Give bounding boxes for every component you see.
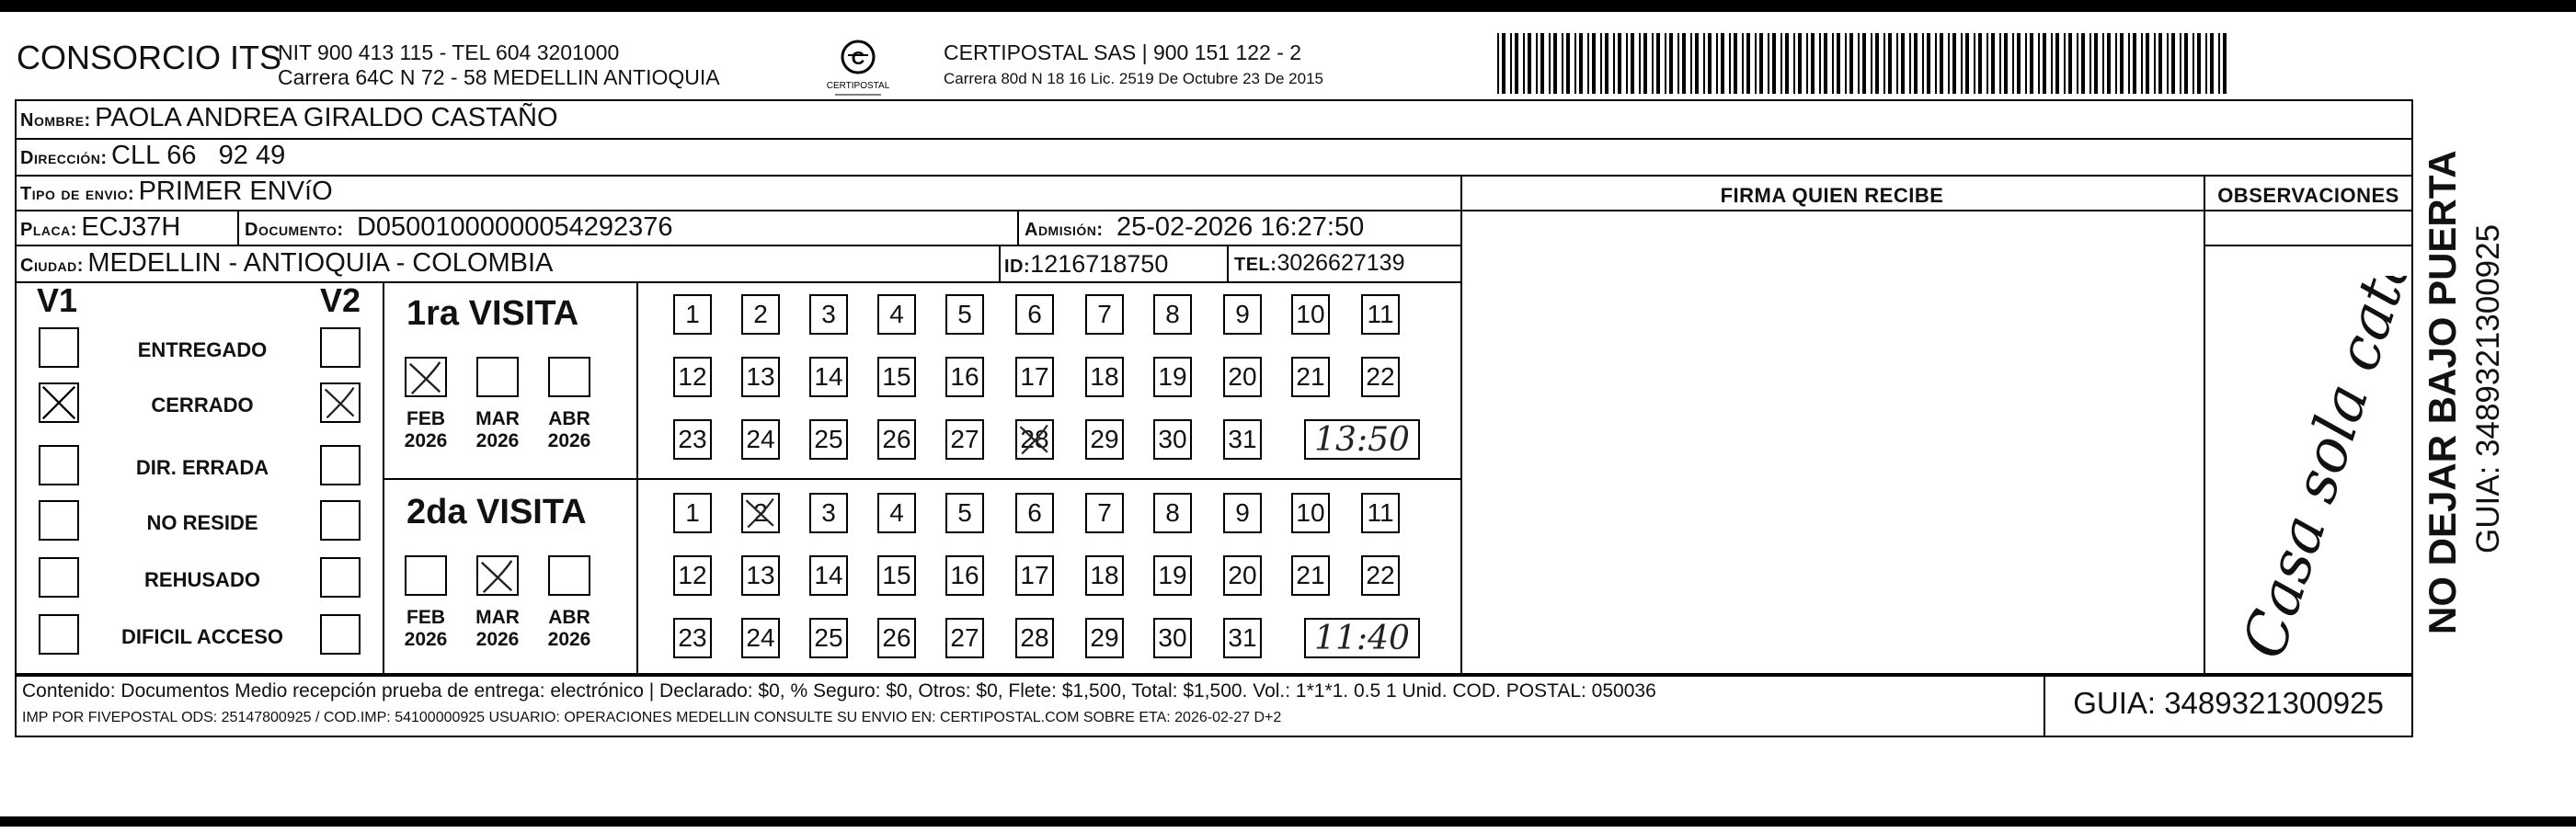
day-box[interactable]: 1 xyxy=(673,493,712,533)
v2-header: V2 xyxy=(320,281,361,319)
city-value: MEDELLIN - ANTIOQUIA - COLOMBIA xyxy=(87,248,554,278)
day-box[interactable]: 6 xyxy=(1015,294,1054,335)
day-box[interactable]: 27 xyxy=(945,618,984,658)
status-v2-checkbox[interactable] xyxy=(320,327,361,368)
month-name: ABR xyxy=(548,408,590,429)
day-box[interactable]: 9 xyxy=(1223,493,1262,533)
id-label: ID: xyxy=(1004,257,1031,277)
status-v1-checkbox[interactable] xyxy=(39,445,79,485)
day-box[interactable]: 20 xyxy=(1223,555,1262,596)
month-label xyxy=(468,607,527,651)
day-box[interactable]: 25 xyxy=(809,618,848,658)
month-name: FEB xyxy=(406,607,445,628)
day-box[interactable]: 30 xyxy=(1153,419,1192,460)
day-box[interactable]: 8 xyxy=(1153,493,1192,533)
month-checkbox[interactable] xyxy=(548,357,590,397)
company-name: CONSORCIO ITS xyxy=(17,39,282,76)
status-v2-checkbox[interactable] xyxy=(320,614,361,655)
document-cell xyxy=(245,212,672,243)
month-checkbox[interactable] xyxy=(405,555,447,596)
day-box[interactable]: 3 xyxy=(809,493,848,533)
day-box[interactable]: 21 xyxy=(1291,555,1330,596)
day-box[interactable]: 1 xyxy=(673,294,712,335)
footer-imp: IMP POR FIVEPOSTAL ODS: 25147800925 / COD.IMP: 54100000925 USUARIO: OPERACIONES MEDELLIN CONSULTE SU ENVIO EN: CERTIPOSTAL.COM SOBRE ETA: 2026-02-27 D+2 xyxy=(22,710,1282,725)
day-box[interactable]: 7 xyxy=(1085,294,1124,335)
tel-cell xyxy=(1234,250,1404,277)
id-value: 1216718750 xyxy=(1030,250,1169,278)
month-label xyxy=(540,408,599,452)
day-box[interactable]: 26 xyxy=(877,618,916,658)
month-name: ABR xyxy=(548,607,590,628)
month-label xyxy=(468,408,527,452)
day-box[interactable]: 25 xyxy=(809,419,848,460)
month-label xyxy=(396,408,455,452)
month-label xyxy=(396,607,455,651)
certipostal-logo xyxy=(819,37,898,101)
day-box[interactable]: 2 xyxy=(741,294,780,335)
day-box[interactable]: 16 xyxy=(945,555,984,596)
day-box[interactable]: 31 xyxy=(1223,618,1262,658)
observations-header: OBSERVACIONES xyxy=(2217,184,2399,207)
day-box[interactable]: 28 xyxy=(1015,618,1054,658)
day-box[interactable]: 10 xyxy=(1291,294,1330,335)
day-box[interactable]: 19 xyxy=(1153,357,1192,397)
day-box[interactable]: 18 xyxy=(1085,357,1124,397)
city-cell xyxy=(20,248,553,279)
day-box[interactable]: 23 xyxy=(673,419,712,460)
month-year: 2026 xyxy=(475,430,520,451)
month-year: 2026 xyxy=(404,430,448,451)
status-label: DIR. ERRADA xyxy=(135,456,269,479)
address-row xyxy=(20,141,285,171)
svg-text:C: C xyxy=(851,49,865,69)
side-guia: GUIA: 3489321300925 xyxy=(2470,223,2506,553)
day-box[interactable]: 4 xyxy=(877,294,916,335)
month-name: FEB xyxy=(406,408,445,429)
recipient-name: PAOLA ANDREA GIRALDO CASTAÑO xyxy=(95,103,558,132)
status-v2-checkbox[interactable] xyxy=(320,500,361,541)
status-v1-checkbox[interactable] xyxy=(39,557,79,598)
month-year: 2026 xyxy=(547,629,591,650)
day-box[interactable]: 12 xyxy=(673,357,712,397)
month-name: MAR xyxy=(475,408,520,429)
day-box[interactable]: 24 xyxy=(741,618,780,658)
city-label: Ciudad: xyxy=(20,256,84,276)
id-cell xyxy=(1004,250,1168,279)
day-box[interactable]: 18 xyxy=(1085,555,1124,596)
tel-label: TEL: xyxy=(1234,255,1277,275)
plate-value: ECJ37H xyxy=(81,212,181,242)
day-box[interactable]: 9 xyxy=(1223,294,1262,335)
month-checkbox[interactable] xyxy=(476,555,519,596)
day-box[interactable]: 5 xyxy=(945,493,984,533)
footer-content: Contenido: Documentos Medio recepción prueba de entrega: electrónico | Declarado: $0, % Seguro: $0, Otros: $0, Flete: $1,500, Total: $1,500. Vol.: 1*1*1. 0.5 1 Unid. COD. POSTAL: 050036 xyxy=(22,680,1656,702)
day-box[interactable]: 12 xyxy=(673,555,712,596)
document-value: D05001000000054292376 xyxy=(356,212,673,242)
recipient-address: CLL 66 92 49 xyxy=(111,141,286,170)
day-box[interactable]: 22 xyxy=(1361,555,1400,596)
day-box[interactable]: 14 xyxy=(809,357,848,397)
status-label: CERRADO xyxy=(151,394,254,416)
day-box[interactable]: 11 xyxy=(1361,493,1400,533)
day-box[interactable]: 29 xyxy=(1085,419,1124,460)
status-label: ENTREGADO xyxy=(137,338,268,361)
day-box[interactable]: 14 xyxy=(809,555,848,596)
month-year: 2026 xyxy=(404,629,448,650)
month-checkbox[interactable] xyxy=(476,357,519,397)
courier-address: Carrera 80d N 18 16 Lic. 2519 De Octubre 23 De 2015 xyxy=(944,70,1323,87)
visit-title: 1ra VISITA xyxy=(406,294,579,333)
plate-cell xyxy=(20,212,180,243)
status-v2-checkbox[interactable] xyxy=(320,557,361,598)
tel-value: 3026627139 xyxy=(1277,250,1405,276)
send-type-row xyxy=(20,177,333,207)
day-box[interactable]: 7 xyxy=(1085,493,1124,533)
day-box[interactable]: 5 xyxy=(945,294,984,335)
day-box[interactable]: 3 xyxy=(809,294,848,335)
svg-text:CERTIPOSTAL: CERTIPOSTAL xyxy=(826,81,890,91)
day-box[interactable]: 8 xyxy=(1153,294,1192,335)
day-box[interactable]: 15 xyxy=(877,357,916,397)
company-address: Carrera 64C N 72 - 58 MEDELLIN ANTIOQUIA xyxy=(278,65,720,89)
top-border-bar xyxy=(0,0,2576,12)
document-label: Documento: xyxy=(245,220,344,240)
address-label: Dirección: xyxy=(20,148,108,168)
footer-guia: GUIA: 3489321300925 xyxy=(2073,686,2384,720)
visit-time: 13:50 xyxy=(1304,419,1420,460)
day-box[interactable]: 27 xyxy=(945,419,984,460)
status-v2-checkbox[interactable] xyxy=(320,382,361,423)
day-box[interactable]: 13 xyxy=(741,555,780,596)
month-year: 2026 xyxy=(547,430,591,451)
day-box[interactable]: 28 xyxy=(1015,419,1054,460)
visit-time: 11:40 xyxy=(1304,618,1420,658)
status-label: REHUSADO xyxy=(144,568,260,591)
plate-label: Placa: xyxy=(20,220,77,240)
day-box[interactable]: 13 xyxy=(741,357,780,397)
company-nit: NIT 900 413 115 - TEL 604 3201000 xyxy=(278,40,620,64)
send-type-value: PRIMER ENVíO xyxy=(138,177,333,206)
status-v2-checkbox[interactable] xyxy=(320,445,361,485)
name-label: Nombre: xyxy=(20,110,91,131)
admission-value: 25-02-2026 16:27:50 xyxy=(1116,212,1365,242)
day-box[interactable]: 11 xyxy=(1361,294,1400,335)
day-box[interactable]: 15 xyxy=(877,555,916,596)
bottom-border-bar xyxy=(0,816,2576,827)
month-year: 2026 xyxy=(475,629,520,650)
day-box[interactable]: 6 xyxy=(1015,493,1054,533)
svg-text:Casa sola catalina: Casa sola xyxy=(2229,375,2383,667)
day-box[interactable]: 23 xyxy=(673,618,712,658)
day-box[interactable]: 21 xyxy=(1291,357,1330,397)
courier-name: CERTIPOSTAL SAS | 900 151 122 - 2 xyxy=(944,40,1302,64)
day-box[interactable]: 4 xyxy=(877,493,916,533)
send-type-label: Tipo de envio: xyxy=(20,184,135,204)
day-box[interactable]: 22 xyxy=(1361,357,1400,397)
admission-label: Admisión: xyxy=(1025,220,1104,240)
admission-cell xyxy=(1025,212,1364,243)
observations-handwriting xyxy=(2207,276,2410,671)
name-row xyxy=(20,103,558,133)
day-box[interactable]: 16 xyxy=(945,357,984,397)
status-label: NO RESIDE xyxy=(146,511,258,534)
day-box[interactable]: 31 xyxy=(1223,419,1262,460)
visit-title: 2da VISITA xyxy=(406,493,587,531)
day-box[interactable]: 30 xyxy=(1153,618,1192,658)
month-checkbox[interactable] xyxy=(405,357,447,397)
day-box[interactable]: 17 xyxy=(1015,357,1054,397)
signature-header: FIRMA QUIEN RECIBE xyxy=(1720,184,1944,207)
day-box[interactable]: 10 xyxy=(1291,493,1330,533)
day-box[interactable]: 20 xyxy=(1223,357,1262,397)
barcode-icon xyxy=(1497,33,2231,94)
month-label xyxy=(540,607,599,651)
month-checkbox[interactable] xyxy=(548,555,590,596)
status-v1-checkbox[interactable] xyxy=(39,327,79,368)
day-box[interactable]: 19 xyxy=(1153,555,1192,596)
day-box[interactable]: 24 xyxy=(741,419,780,460)
day-box[interactable]: 2 xyxy=(741,493,780,533)
day-box[interactable]: 29 xyxy=(1085,618,1124,658)
day-box[interactable]: 26 xyxy=(877,419,916,460)
status-v1-checkbox[interactable] xyxy=(39,500,79,541)
status-v1-checkbox[interactable] xyxy=(39,382,79,423)
status-label: DIFICIL ACCESO xyxy=(120,625,283,648)
v1-header: V1 xyxy=(37,281,78,319)
month-name: MAR xyxy=(475,607,520,628)
side-notice: NO DEJAR BAJO PUERTA xyxy=(2421,150,2464,634)
status-v1-checkbox[interactable] xyxy=(39,614,79,655)
day-box[interactable]: 17 xyxy=(1015,555,1054,596)
